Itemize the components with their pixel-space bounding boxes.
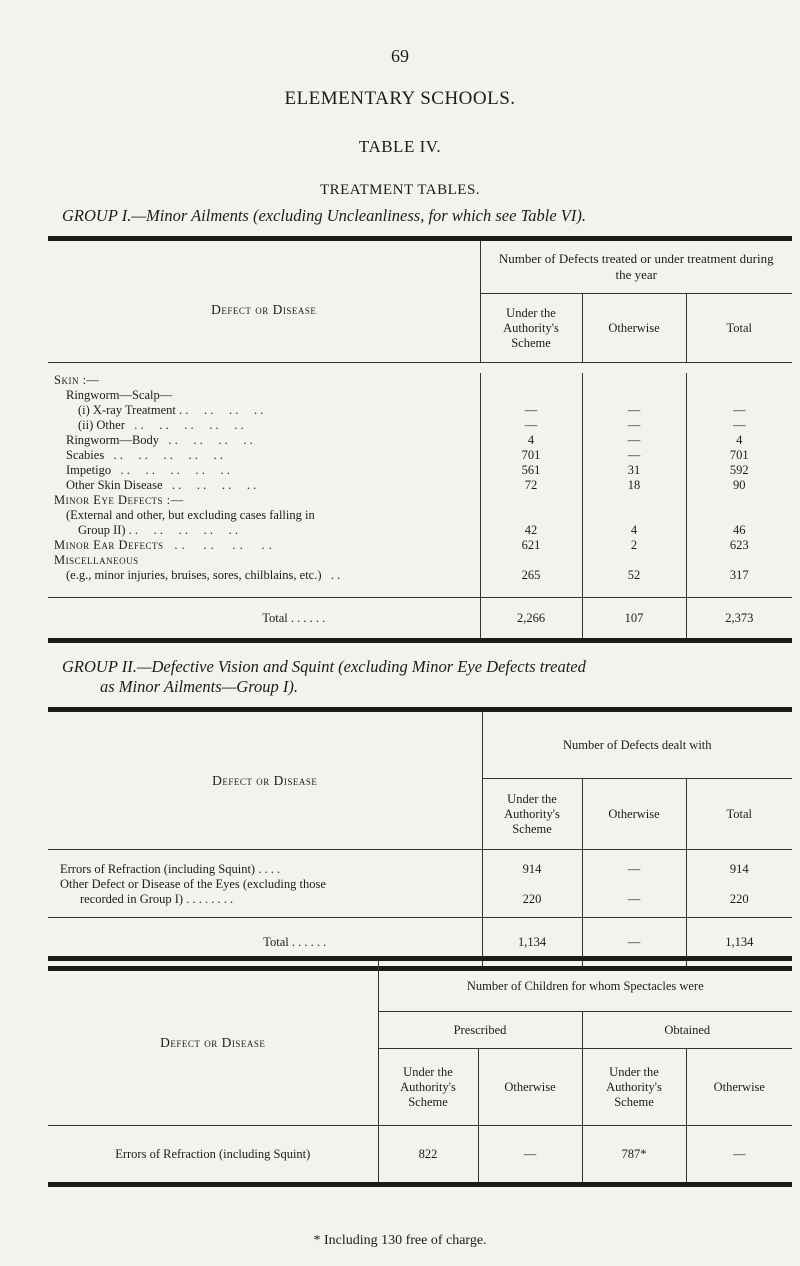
group2-row2-total: 220 <box>686 892 792 907</box>
table-row <box>48 418 792 433</box>
group1-row-label: Ringworm—Body . . . . . . . . <box>66 433 253 447</box>
group2-col-scheme: Under the Authority's Scheme <box>482 779 582 850</box>
group1-row-otherwise <box>582 508 686 523</box>
group3-obt-scheme: 787* <box>582 1126 686 1185</box>
group1-row-label: Skin :— <box>54 373 100 387</box>
group1-row-scheme <box>480 508 582 523</box>
group1-col-defect: Defect or Disease <box>211 301 317 317</box>
table-row <box>48 1126 792 1185</box>
group1-col-scheme: Under the Authority's Scheme <box>480 294 582 363</box>
group1-row-otherwise: — <box>582 418 686 433</box>
table-row <box>48 388 792 403</box>
group1-title: GROUP I.—Minor Ailments (excluding Uncleanliness, for which see Table VI). <box>62 206 586 225</box>
group2-row1-total: 914 <box>686 862 792 877</box>
group2-total-scheme: 1,134 <box>482 918 582 969</box>
table-row <box>48 433 792 448</box>
group1-col-total: Total <box>686 294 792 363</box>
group2-row2-scheme: 220 <box>482 892 582 907</box>
group3-pres-otherwise: — <box>478 1126 582 1185</box>
group2-row1-otherwise: — <box>582 862 686 877</box>
group1-row-total: 592 <box>686 463 792 478</box>
group1-row-scheme: — <box>480 418 582 433</box>
table-row <box>48 463 792 478</box>
group3-pres-scheme: 822 <box>378 1126 478 1185</box>
group1-table <box>48 236 792 643</box>
group3-col-group: Number of Children for whom Spectacles were <box>378 959 792 1012</box>
group2-col-group: Number of Defects dealt with <box>482 710 792 779</box>
group1-row-scheme <box>480 493 582 508</box>
group1-row-total <box>686 553 792 568</box>
group1-total-label: Total . . . . . . <box>262 610 326 625</box>
group1-row-otherwise <box>582 388 686 403</box>
table-row <box>48 508 792 523</box>
group3-col-obtained: Obtained <box>582 1012 792 1049</box>
group1-row-label: Minor Ear Defects . . . . . . . . <box>54 538 273 552</box>
group1-row-scheme <box>480 373 582 388</box>
group1-row-otherwise: 31 <box>582 463 686 478</box>
group1-row-label: Group II) . . . . . . . . . . <box>78 523 239 537</box>
group1-row-scheme: 42 <box>480 523 582 538</box>
group1-row-label: Other Skin Disease . . . . . . . . <box>66 478 257 492</box>
page-number: 69 <box>391 46 409 66</box>
group2-col-total: Total <box>686 779 792 850</box>
group1-row-scheme: — <box>480 403 582 418</box>
table-row <box>48 478 792 493</box>
group1-row-otherwise: 52 <box>582 568 686 583</box>
group1-row-total: — <box>686 418 792 433</box>
group1-row-otherwise <box>582 553 686 568</box>
table-row <box>48 373 792 388</box>
group1-row-label: Miscellaneous <box>54 553 139 567</box>
group1-col-otherwise: Otherwise <box>582 294 686 363</box>
group2-title-line1: GROUP II.—Defective Vision and Squint (excluding Minor Eye Defects treated <box>62 657 586 676</box>
group1-total-total: 2,373 <box>686 598 792 641</box>
group1-row-label: Ringworm—Scalp— <box>66 388 173 402</box>
footnote: * Including 130 free of charge. <box>313 1233 487 1248</box>
group1-row-scheme: 265 <box>480 568 582 583</box>
group3-col-obt-scheme: Under the Authority's Scheme <box>582 1049 686 1126</box>
group1-row-otherwise: — <box>582 448 686 463</box>
main-heading: ELEMENTARY SCHOOLS. <box>284 88 516 109</box>
table-row <box>48 892 792 907</box>
group1-row-label: (e.g., minor injuries, bruises, sores, chilblains, etc.) . . <box>66 568 341 582</box>
table-row <box>48 568 792 583</box>
table-row <box>48 448 792 463</box>
group3-col-pres-scheme: Under the Authority's Scheme <box>378 1049 478 1126</box>
group1-row-label: (External and other, but excluding cases falling in <box>66 508 315 522</box>
group2-col-defect: Defect or Disease <box>212 772 318 788</box>
group2-row2-label-a: Other Defect or Disease of the Eyes (excluding those <box>60 877 326 891</box>
group1-row-otherwise: — <box>582 433 686 448</box>
group1-row-scheme: 701 <box>480 448 582 463</box>
table-row <box>48 523 792 538</box>
group1-row-total: 46 <box>686 523 792 538</box>
group1-row-otherwise: 4 <box>582 523 686 538</box>
group1-row-total <box>686 493 792 508</box>
group1-row-total: 701 <box>686 448 792 463</box>
group1-row-total <box>686 373 792 388</box>
group1-row-label: (ii) Other . . . . . . . . . . <box>78 418 244 432</box>
group1-row-scheme: 621 <box>480 538 582 553</box>
group2-total-label: Total . . . . . . <box>263 934 327 949</box>
group1-row-scheme: 72 <box>480 478 582 493</box>
table-row <box>48 553 792 568</box>
group2-row1-scheme: 914 <box>482 862 582 877</box>
group3-col-pres-otherwise: Otherwise <box>478 1049 582 1126</box>
group3-table <box>48 956 792 1187</box>
group2-col-otherwise: Otherwise <box>582 779 686 850</box>
group2-row1-label: Errors of Refraction (including Squint) . . . . <box>60 862 281 876</box>
group1-row-otherwise: 2 <box>582 538 686 553</box>
group1-col-group: Number of Defects treated or under treatment during the year <box>480 239 792 294</box>
group1-row-otherwise <box>582 493 686 508</box>
group1-row-scheme <box>480 388 582 403</box>
group1-row-scheme <box>480 553 582 568</box>
group1-row-otherwise <box>582 373 686 388</box>
table-heading: TABLE IV. <box>358 137 442 156</box>
group2-row2-label-b: recorded in Group I) . . . . . . . . <box>80 892 234 906</box>
table-row <box>48 877 792 892</box>
group1-total-scheme: 2,266 <box>480 598 582 641</box>
group1-row-total: 317 <box>686 568 792 583</box>
group3-col-defect: Defect or Disease <box>160 1035 266 1050</box>
group1-total-otherwise: 107 <box>582 598 686 641</box>
group1-row-label: Minor Eye Defects :— <box>54 493 184 507</box>
group1-row-total: 90 <box>686 478 792 493</box>
group2-total-otherwise: — <box>582 918 686 969</box>
group2-table <box>48 707 792 971</box>
group1-row-scheme: 561 <box>480 463 582 478</box>
group3-col-obt-otherwise: Otherwise <box>686 1049 792 1126</box>
group1-row-label: Impetigo . . . . . . . . . . <box>66 463 230 477</box>
group2-title-line2: as Minor Ailments—Group I). <box>100 677 298 696</box>
group1-row-total: 623 <box>686 538 792 553</box>
group1-row-total: 4 <box>686 433 792 448</box>
group1-row-total <box>686 388 792 403</box>
group1-row-otherwise: 18 <box>582 478 686 493</box>
group1-row-label: (i) X-ray Treatment . . . . . . . . <box>78 403 264 417</box>
group1-row-otherwise: — <box>582 403 686 418</box>
sub-heading: TREATMENT TABLES. <box>319 182 481 198</box>
group1-row-label: Scabies . . . . . . . . . . <box>66 448 223 462</box>
table-row <box>48 538 792 553</box>
group3-col-prescribed: Prescribed <box>378 1012 582 1049</box>
table-row <box>48 493 792 508</box>
table-row <box>48 862 792 877</box>
group1-rows <box>48 373 792 583</box>
group2-total-total: 1,134 <box>686 918 792 969</box>
group2-row2-otherwise: — <box>582 892 686 907</box>
group1-row-total: — <box>686 403 792 418</box>
group3-obt-otherwise: — <box>686 1126 792 1185</box>
group3-row-label: Errors of Refraction (including Squint) <box>115 1146 311 1161</box>
group1-row-scheme: 4 <box>480 433 582 448</box>
table-row <box>48 403 792 418</box>
group1-row-total <box>686 508 792 523</box>
